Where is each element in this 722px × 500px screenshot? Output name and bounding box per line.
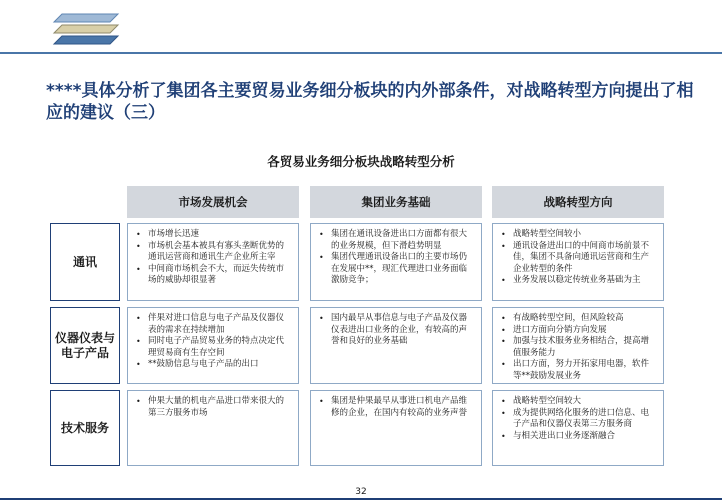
top-divider bbox=[0, 52, 722, 54]
list-item: • **鼓励信息与电子产品的出口 bbox=[134, 359, 292, 371]
row-header-instruments-electronics: 仪器仪表与电子产品 bbox=[50, 307, 120, 384]
row-header-telecom: 通讯 bbox=[50, 223, 120, 301]
list-item: • 集团是仲果最早从事进口机电产品维修的企业，在国内有较高的业务声誉 bbox=[317, 396, 475, 419]
list-item: • 加强与技术服务业务相结合，提高增值服务能力 bbox=[499, 336, 657, 359]
column-header-strategy: 战略转型方向 bbox=[492, 186, 664, 218]
row-header-technical-services: 技术服务 bbox=[50, 390, 120, 466]
list-item: • 战略转型空间较小 bbox=[499, 229, 657, 241]
list-item: • 国内最早从事信息与电子产品及仪器仪表进出口业务的企业，有较高的声誉和良好的业务基础 bbox=[317, 313, 475, 348]
list-item: • 中间商市场机会不大，而远失传统市场的威胁却很显著 bbox=[134, 264, 292, 287]
list-item: • 市场机会基本被具有寡头垄断优势的通讯运营商和通讯生产企业所主宰 bbox=[134, 241, 292, 264]
table-cell bbox=[310, 307, 482, 384]
table-cell bbox=[127, 390, 299, 466]
list-item: • 市场增长迅速 bbox=[134, 229, 292, 241]
list-item: • 有战略转型空间，但风险较高 bbox=[499, 313, 657, 325]
table-cell bbox=[492, 223, 664, 301]
column-header-business: 集团业务基础 bbox=[310, 186, 482, 218]
table-cell bbox=[492, 390, 664, 466]
page-title: ****具体分析了集团各主要贸易业务细分板块的内外部条件，对战略转型方向提出了相应的建议（三） bbox=[46, 81, 694, 123]
table-cell bbox=[310, 390, 482, 466]
table-cell bbox=[127, 307, 299, 384]
list-item: • 业务发展以稳定传统业务基础为主 bbox=[499, 275, 657, 287]
list-item: • 与相关进出口业务逐渐融合 bbox=[499, 431, 657, 443]
list-item: • 通讯设备进出口的中间商市场前景不佳，集团不具备向通讯运营商和生产企业转型的条件 bbox=[499, 241, 657, 276]
list-item: • 集团在通讯设备进出口方面都有很大的业务规模，但下滑趋势明显 bbox=[317, 229, 475, 252]
table-cell bbox=[127, 223, 299, 301]
list-item: • 出口方面，努力开拓家用电器，软件等**鼓励发展业务 bbox=[499, 359, 657, 382]
list-item: • 仲果大量的机电产品进口带来很大的第三方服务市场 bbox=[134, 396, 292, 419]
stacked-layers-icon bbox=[52, 8, 124, 48]
column-header-market: 市场发展机会 bbox=[127, 186, 299, 218]
list-item: • 同时电子产品贸易业务的特点决定代理贸易商有生存空间 bbox=[134, 336, 292, 359]
list-item: • 进口方面向分销方向发展 bbox=[499, 325, 657, 337]
list-item: • 集团代理通讯设备出口的主要市场仍在发展中**，现汇代理进口业务面临激励竞争； bbox=[317, 252, 475, 287]
table-cell bbox=[492, 307, 664, 384]
table-title: 各贸易业务细分板块战略转型分析 bbox=[267, 154, 455, 169]
page-number: 32 bbox=[355, 487, 367, 497]
list-item: • 伴果对进口信息与电子产品及仪器仪表的需求在持续增加 bbox=[134, 313, 292, 336]
list-item: • 战略转型空间较大 bbox=[499, 396, 657, 408]
table-cell bbox=[310, 223, 482, 301]
list-item: • 成为提供网络化服务的进口信息、电子产品和仪器仪表第三方服务商 bbox=[499, 408, 657, 431]
